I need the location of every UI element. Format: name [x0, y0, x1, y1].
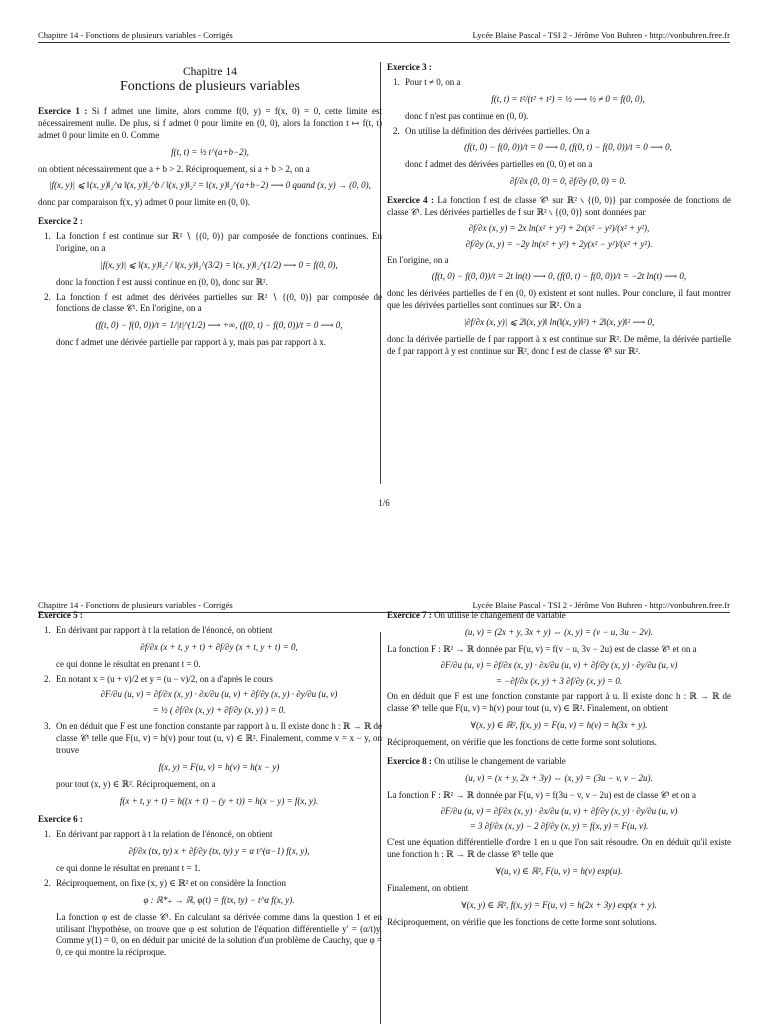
paragraph: En dérivant par rapport à t la relation de l'énoncé, on obtient — [56, 829, 273, 840]
equation: f(x + t, y + t) = h((x + t) − (y + t)) = h(x − y) = f(x, y). — [119, 795, 319, 806]
paragraph: La fonction f est continue sur ℝ² ∖ {(0, 0)} par composée de fonctions continues. En l'origine, on a — [56, 231, 382, 253]
paragraph: donc f n'est pas continue en (0, 0). — [405, 110, 529, 121]
right-column — [387, 62, 731, 361]
exercise-title: Exercice 1 : — [38, 106, 88, 117]
equation: (f(t, 0) − f(0, 0))/t = 0 ⟶ 0, (f(0, t) − f(0, 0))/t = 0 ⟶ 0, — [464, 142, 672, 153]
chapter-title: Fonctions de plusieurs variables — [119, 79, 301, 95]
exercise-title: Exercice 8 : — [387, 755, 432, 766]
exercise-1 — [38, 106, 382, 209]
equation: = ½ ( ∂f/∂x (x, y) + ∂f/∂y (x, y) ) = 0. — [152, 705, 286, 716]
equation: (u, v) = (2x + y, 3x + y) ⇔ (x, y) = (v − u, 3u − 2v). — [464, 626, 654, 637]
paragraph: La fonction F : ℝ² → ℝ donnée par F(u, v) = f(v − u, 3v − 2u) est de classe 𝒞¹ et on a — [387, 643, 697, 654]
paragraph: On utilise le changement de variable — [434, 755, 566, 766]
paragraph: Si f admet une limite, alors comme f(0, y) = f(x, 0) = 0, cette limite est nécessairement nulle. De plus, si f admet 0 pour limite en (0, 0), alors la fonction t ↦ f(t, t) admet 0 pour limite en 0. Comme — [38, 106, 383, 140]
page-2 — [0, 570, 768, 1024]
item-number: 1. — [44, 231, 51, 242]
equation: |∂f/∂x (x, y)| ⩽ 2‖(x, y)‖ ln(‖(x, y)‖²) + 2‖(x, y)‖² ⟶ 0, — [463, 317, 655, 327]
list-item — [38, 829, 382, 875]
paragraph: En dérivant par rapport à t la relation de l'énoncé, on obtient — [56, 624, 273, 635]
equation: ∂F/∂u (u, v) = ∂f/∂x (x, y) · ∂x/∂u (u, v) + ∂f/∂y (x, y) · ∂y/∂u (u, v) — [440, 805, 678, 816]
paragraph: Pour t ≠ 0, on a — [405, 76, 461, 87]
list-item — [387, 126, 731, 189]
page-number: 1/6 — [378, 498, 390, 508]
paragraph: Réciproquement, on vérifie que les fonctions de cette forme sont solutions. — [387, 737, 657, 747]
exercise-5 — [38, 610, 382, 807]
exercise-3 — [387, 62, 731, 188]
equation: ∀(x, y) ∈ ℝ², f(x, y) = F(u, v) = h(2x + 3y) exp(x + y). — [461, 899, 657, 910]
equation: (f(t, 0) − f(0, 0))/t = 2t ln(t) ⟶ 0, (f(0, t) − f(0, 0))/t = −2t ln(t) ⟶ 0, — [431, 271, 687, 282]
list-item — [38, 878, 382, 959]
item-number: 2. — [393, 125, 400, 136]
list-item — [38, 292, 382, 350]
exercise-title: Exercice 3 : — [387, 62, 432, 72]
paragraph: ce qui donne le résultat en prenant t = 0. — [56, 658, 201, 669]
item-number: 2. — [44, 877, 51, 888]
paragraph: Réciproquement, on vérifie que les fonctions de cette forme sont solutions. — [387, 916, 657, 927]
equation: ∂f/∂x (x + t, y + t) + ∂f/∂y (x + t, y + t) = 0, — [140, 641, 298, 652]
item-number: 3. — [44, 721, 51, 732]
right-column — [387, 610, 731, 932]
equation: (u, v) = (x + y, 2x + 3y) ⇔ (x, y) = (3u − v, v − 2u). — [465, 772, 653, 783]
exercise-title: Exercice 5 : — [38, 610, 83, 620]
paragraph: ce qui donne le résultat en prenant t = 1. — [56, 863, 201, 873]
exercise-6 — [38, 814, 382, 959]
equation: f(t, t) = ½ t^(a+b−2), — [171, 146, 249, 157]
header-left: Chapitre 14 - Fonctions de plusieurs variables - Corrigés — [38, 600, 233, 610]
paragraph: Finalement, on obtient — [387, 882, 469, 893]
paragraph: donc par comparaison f(x, y) admet 0 pour limite en (0, 0). — [38, 197, 250, 208]
paragraph: La fonction φ est de classe 𝒞¹. En calculant sa dérivée comme dans la question 1 et en utilisant l'hypothèse, on trouve que φ est solution de l'équation différentielle y′ = (α/t)y. Comme y(1) = 0, on en déduit par unicité de la solution d'un problème de Cauchy, que φ = 0, ce qui montre la réciproque. — [56, 911, 382, 958]
header-right: Lycée Blaise Pascal - TSI 2 - Jérôme Von Buhren - http://vonbuhren.free.fr — [472, 30, 730, 40]
paragraph: donc f admet des dérivées partielles en (0, 0) et on a — [405, 159, 593, 170]
paragraph: C'est une équation différentielle d'ordre 1 en u que l'on sait résoudre. On en déduit qu'il existe une fonction h : ℝ → ℝ de classe 𝒞¹ telle que — [387, 837, 731, 860]
paragraph: pour tout (x, y) ∈ ℝ². Réciproquement, on a — [56, 778, 216, 789]
equation: |f(x, y)| ⩽ ‖(x, y)‖₂² / ‖(x, y)‖₂^(3/2) = ‖(x, y)‖₂^(1/2) ⟶ 0 = f(0, 0), — [100, 259, 338, 270]
exercise-2 — [38, 216, 382, 349]
equation: (f(t, 0) − f(0, 0))/t = 1/|t|^(1/2) ⟶ +∞, (f(0, t) − f(0, 0))/t = 0 ⟶ 0, — [95, 320, 343, 331]
list-item — [38, 625, 382, 671]
item-number: 1. — [44, 624, 51, 635]
list-item — [38, 231, 382, 289]
equation: ∂f/∂y (x, y) = −2y ln(x² + y²) + 2y(x² − y²)/(x² + y²). — [465, 238, 653, 249]
exercise-title: Exercice 4 : — [387, 195, 434, 205]
exercise-title: Exercice 6 : — [38, 814, 83, 825]
exercise-8 — [387, 756, 731, 929]
item-number: 2. — [44, 673, 51, 684]
equation: ∂F/∂u (u, v) = ∂f/∂x (x, y) · ∂x/∂u (u, v) + ∂f/∂y (x, y) · ∂y/∂u (u, v) — [100, 689, 338, 700]
equation: ∂F/∂u (u, v) = ∂f/∂x (x, y) · ∂x/∂u (u, v) + ∂f/∂y (x, y) · ∂y/∂u (u, v) — [440, 659, 678, 670]
item-number: 2. — [44, 291, 51, 302]
list-item — [38, 721, 382, 807]
equation: ∀(u, v) ∈ ℝ², F(u, v) = h(v) exp(u). — [495, 866, 623, 876]
paragraph: Réciproquement, on fixe (x, y) ∈ ℝ² et on considère la fonction — [56, 877, 287, 888]
equation: = 3 ∂f/∂x (x, y) − 2 ∂f/∂y (x, y) = f(x, y) = F(u, v). — [469, 821, 649, 832]
equation: ∂f/∂x (x, y) = 2x ln(x² + y²) + 2x(x² − y²)/(x² + y²), — [468, 222, 650, 233]
equation: = −∂f/∂x (x, y) + 3 ∂f/∂y (x, y) = 0. — [495, 675, 623, 686]
exercise-title: Exercice 2 : — [38, 216, 83, 227]
item-number: 1. — [44, 829, 51, 840]
paragraph: La fonction f est admet des dérivées partielles sur ℝ² ∖ {(0, 0)} par composée de fonctions de classe 𝒞¹. En l'origine, on a — [56, 291, 382, 314]
page-gap — [0, 520, 768, 570]
running-header — [38, 30, 730, 43]
paragraph: La fonction f est de classe 𝒞¹ sur ℝ² ∖ {(0, 0)} par composée de fonctions de classe 𝒞¹. Les dérivées partielles de f sur ℝ² ∖ {(0, 0)} sont données par — [387, 195, 732, 217]
list-item — [387, 77, 731, 123]
equation: ∀(x, y) ∈ ℝ², f(x, y) = F(u, v) = h(v) = h(3x + y). — [470, 720, 648, 731]
equation: ∂f/∂x (tx, ty) x + ∂f/∂y (tx, ty) y = α t^(α−1) f(x, y), — [128, 846, 310, 857]
equation: φ : ℝ*₊ → ℝ, φ(t) = f(tx, ty) − t^α f(x, y). — [143, 894, 295, 905]
list-item — [38, 674, 382, 718]
paragraph: on obtient nécessairement que a + b > 2. Réciproquement, si a + b > 2, on a — [38, 163, 310, 174]
paragraph: donc f admet une dérivée partielle par rapport à y, mais pas par rapport à x. — [56, 337, 327, 348]
paragraph: En l'origine, on a — [387, 254, 449, 265]
paragraph: On utilise la définition des dérivées partielles. On a — [405, 125, 590, 136]
paragraph: donc la dérivée partielle de f par rapport à x est continue sur ℝ². De même, la dérivée partielle de f par rapport à y est continue sur ℝ², donc f est de classe 𝒞¹ sur ℝ². — [387, 333, 731, 356]
item-number: 1. — [393, 76, 400, 87]
header-left: Chapitre 14 - Fonctions de plusieurs variables - Corrigés — [38, 30, 233, 40]
paragraph: On en déduit que F est une fonction constante par rapport à u. Il existe donc h : ℝ → ℝ de classe 𝒞¹ telle que F(u, v) = h(v) pour tout (u, v) ∈ ℝ². Finalement, comme v = x − y, on trouve — [56, 721, 382, 755]
exercise-title: Exercice 7 : — [387, 610, 432, 620]
paragraph: La fonction F : ℝ² → ℝ donnée par F(u, v) = f(3u − v, v − 2u) est de classe 𝒞¹ et on a — [387, 789, 696, 800]
paragraph: donc les dérivées partielles de f en (0, 0) existent et sont nulles. Pour conclure, il faut montrer que les dérivées partielles sont continues sur ℝ². On a — [387, 288, 731, 311]
chapter-label: Chapitre 14 — [183, 66, 237, 78]
paragraph: On en déduit que F est une fonction constante par rapport à u. Il existe donc h : ℝ → ℝ de classe 𝒞¹ telle que F(u, v) = h(v) pour tout (u, v) ∈ ℝ². Finalement, on obtient — [387, 691, 731, 714]
equation: f(t, t) = t²/(t² + t²) = ½ ⟶ ½ ≠ 0 = f(0, 0), — [491, 93, 645, 104]
exercise-4 — [387, 195, 731, 358]
equation: f(x, y) = F(u, v) = h(v) = h(x − y) — [158, 761, 280, 772]
left-column — [38, 610, 382, 962]
left-column — [38, 62, 382, 352]
equation: ∂f/∂x (0, 0) = 0, ∂f/∂y (0, 0) = 0. — [509, 176, 627, 187]
paragraph: On utilise le changement de variable — [434, 610, 566, 620]
exercise-7 — [387, 610, 731, 749]
paragraph: donc la fonction f est aussi continue en (0, 0), donc sur ℝ². — [56, 276, 268, 287]
paragraph: En notant x = (u + v)/2 et y = (u − v)/2, on a d'après le cours — [56, 673, 273, 684]
header-right: Lycée Blaise Pascal - TSI 2 - Jérôme Von Buhren - http://vonbuhren.free.fr — [472, 600, 730, 610]
equation: |f(x, y)| ⩽ ‖(x, y)‖₂^a ‖(x, y)‖₂^b / ‖(x, y)‖₂² = ‖(x, y)‖₂^(a+b−2) ⟶ 0 quand (x, y) → (0, 0), — [49, 180, 371, 191]
